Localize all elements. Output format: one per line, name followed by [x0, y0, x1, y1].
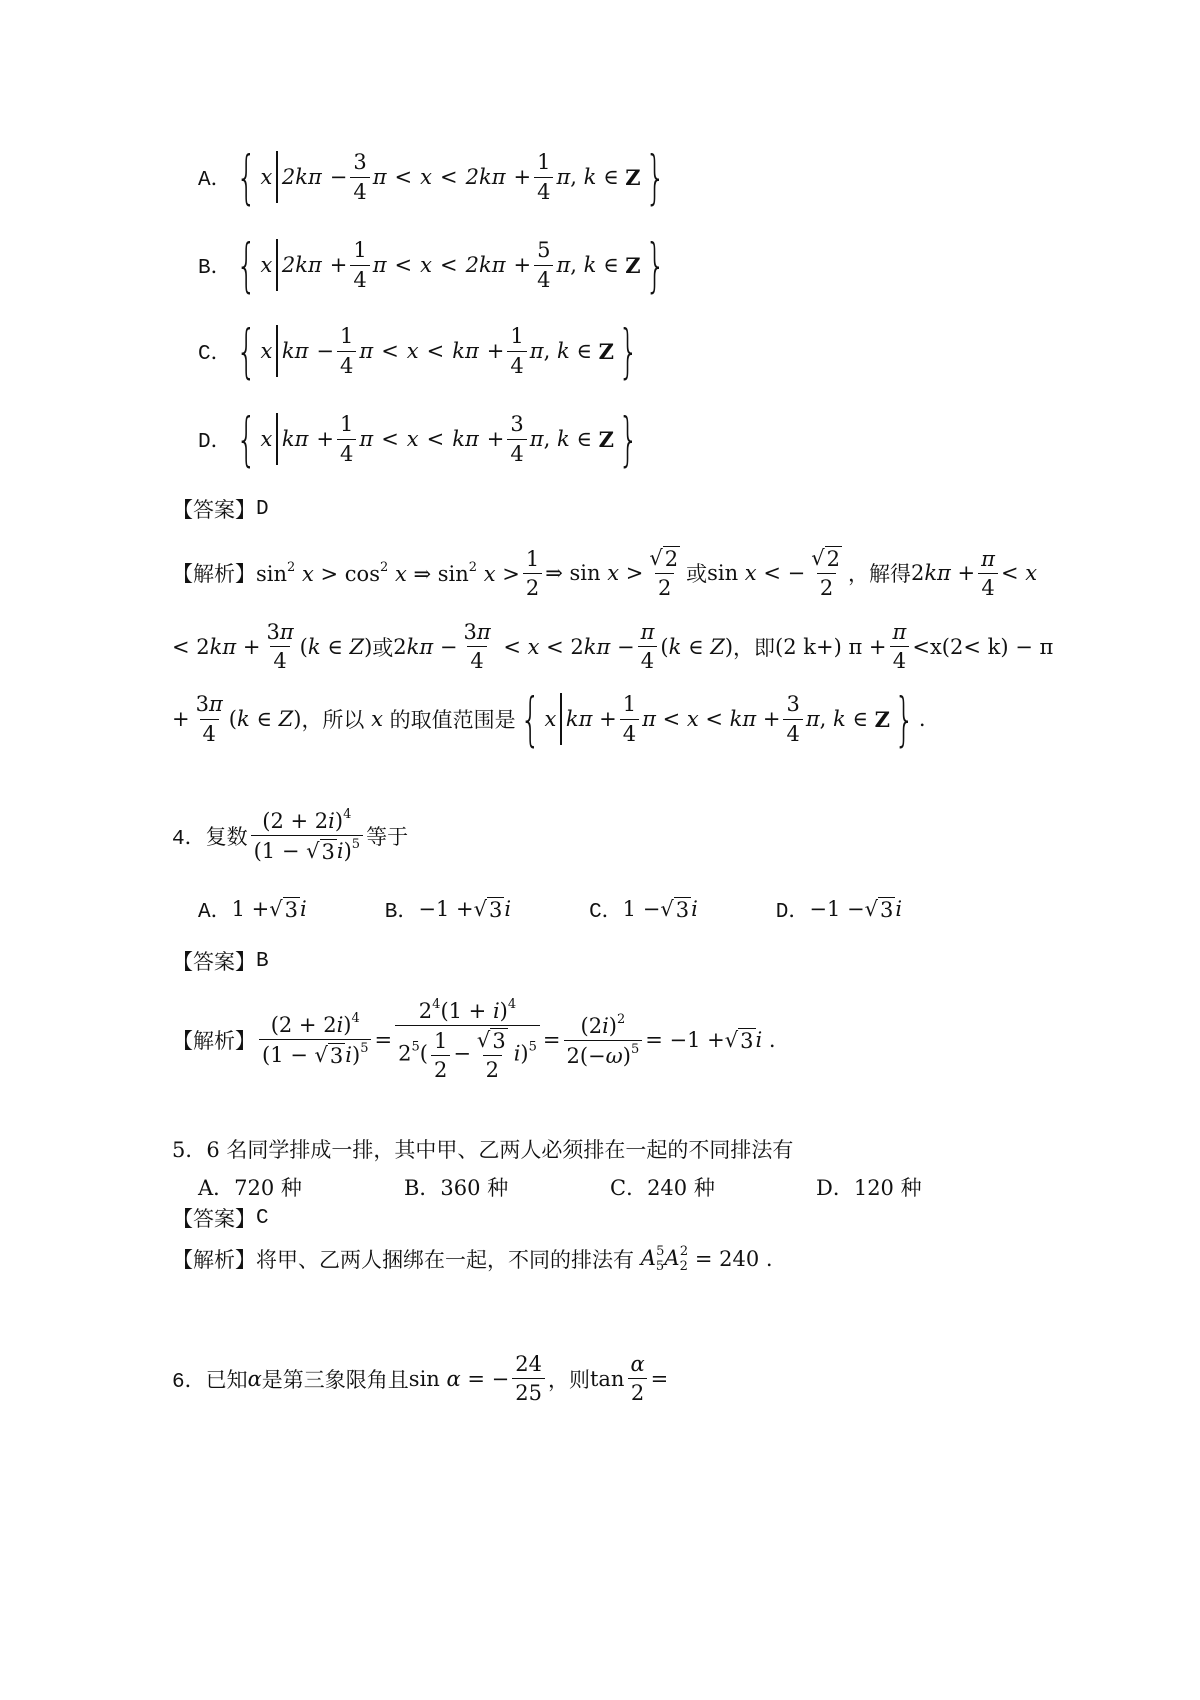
q5-analysis: 【解析】 将甲、乙两人捆绑在一起，不同的排法有 $A_5^5A_2^2$ = 240 .: [172, 1244, 773, 1275]
q3-analysis-line1: 【解析】 $\sin^2 x > \cos^2 x$ ⇒ $\sin^2 x$ > $\frac{1}{2}$ ⇒ sin x > √ 2 2 或 sin x < − √ 2 2 ，解得 2kπ + $\frac{\pi}{4}$ < x: [172, 546, 1038, 601]
q3-option-c: C． { x kπ − $\frac{1}{4}$ π < x < kπ + $\frac{1}{4}$ π , k ∈ Z }: [198, 317, 639, 385]
q6-stem: 6． 已知 α 是第三象限角且 sin α = − $\frac{24}{25}$ ，则 tan $\frac{\alpha}{2}$ =: [172, 1352, 669, 1406]
q5-options: A．720 种 B．360 种 C．240 种 D．120 种: [198, 1176, 922, 1200]
right-brace: }: [644, 143, 666, 211]
q3-answer: 【答案】 D: [172, 497, 269, 522]
q4-answer: 【答案】 B: [172, 949, 269, 974]
q3-option-b: B． { x 2kπ + $\frac{1}{4}$ π < x < 2kπ + $\frac{5}{4}$ π , k ∈ Z }: [198, 231, 666, 299]
q4-options: A． 1 + √ 3 i B． −1 + √ 3 i C． 1 − √ 3 i D． −1 − √ 3 i: [198, 896, 903, 924]
option-label: A．: [198, 169, 232, 192]
left-brace: {: [235, 143, 257, 211]
fraction: $\frac{3}{4}$: [350, 150, 369, 203]
q3-analysis-line3: + $\frac{3\pi}{4}$ (k ∈ Z) ，所以 x 的取值范围是 { x kπ + $\frac{1}{4}$ π < x < kπ + $\frac{3}{4}$ π , k ∈ Z } .: [172, 685, 926, 753]
q3-option-a: A． { x 2kπ − $\frac{3}{4}$ π < x < 2kπ + $\frac{1}{4}$ π , k ∈ Z }: [198, 143, 666, 211]
q5-answer: 【答案】 C: [172, 1206, 269, 1231]
q4-stem: 4． 复数 $(2 + 2i)^4$ (1 − √ 3 i)$^5$ 等于: [172, 807, 409, 865]
q3-option-d: D． { x kπ + $\frac{1}{4}$ π < x < kπ + $\frac{3}{4}$ π , k ∈ Z }: [198, 405, 639, 473]
q5-stem: 5．6 名同学排成一排，其中甲、乙两人必须排在一起的不同排法有: [172, 1138, 794, 1162]
q4-analysis: 【解析】 $(2 + 2i)^4$ (1 − √ 3 i)$^5$ = $2^4(1 + i)^4$ $2^5$( $\frac{1}{2}$ − √ 3 2 i)$^5$ = $\frac{(2i)^2}{2(-\omega)^5}$ = −1 + √ 3 i .: [172, 997, 776, 1083]
q3-analysis-line2: < 2kπ + $\frac{3\pi}{4}$ (k ∈ Z) 或 2kπ − $\frac{3\pi}{4}$ < x < 2kπ − $\frac{\pi}{4}$ (k ∈ Z) ，即 (2 k+) π + $\frac{\pi}{4}$ <x(2< k) − π: [172, 620, 1054, 674]
